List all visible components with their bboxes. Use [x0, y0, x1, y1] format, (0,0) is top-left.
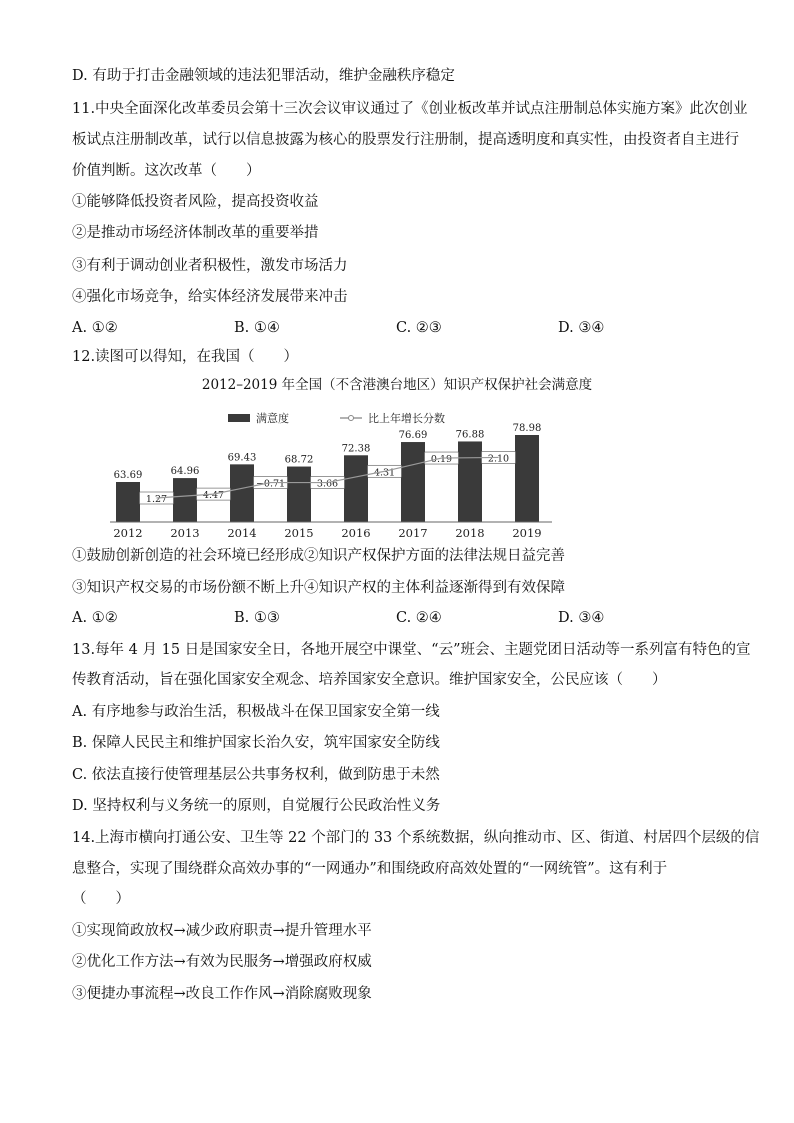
chart-title: 2012–2019 年全国（不含港澳台地区）知识产权保护社会满意度: [201, 377, 593, 393]
q11-statement-3: ③有利于调动创业者积极性，激发市场活力: [72, 258, 348, 274]
growth-label: 4.31: [373, 467, 396, 479]
bar-2017: [401, 442, 425, 522]
q12-stem: 12.读图可以得知，在我国（ ）: [72, 349, 299, 365]
q11-stem-line-2: 板试点注册制改革，试行以信息披露为核心的股票发行注册制，提高透明度和真实性，由投资者自主进行: [72, 132, 739, 148]
q11-option-b[interactable]: B. ①④: [234, 320, 280, 336]
q14-statement-2: ②优化工作方法→有效为民服务→增强政府权威: [72, 954, 372, 970]
bar-2018: [458, 441, 482, 522]
bar-value-label: 63.69: [113, 470, 143, 481]
legend-line-marker: [349, 416, 354, 421]
bar-value-label: 68.72: [284, 454, 314, 466]
x-tick-label: 2015: [284, 526, 314, 540]
x-tick-label: 2016: [341, 526, 371, 540]
x-tick-label: 2013: [170, 526, 200, 540]
x-tick-label: 2012: [113, 526, 143, 540]
bar-value-label: 76.88: [455, 429, 485, 441]
q13-option-c[interactable]: C. 依法直接行使管理基层公共事务权利，做到防患于未然: [72, 767, 440, 783]
q13-option-b[interactable]: B. 保障人民民主和维护国家长治久安，筑牢国家安全防线: [72, 735, 440, 751]
q11-stem-line-1: 11.中央全面深化改革委员会第十三次会议审议通过了《创业板改革并试点注册制总体实施方案》此次创业: [72, 101, 748, 117]
q14-statement-3: ③便捷办事流程→改良工作作风→消除腐败现象: [72, 986, 372, 1002]
q13-stem-line-2: 传教育活动，旨在强化国家安全观念、培养国家安全意识。维护国家安全，公民应该（ ）: [72, 672, 667, 688]
legend-bar-swatch: [228, 414, 250, 422]
q11-statement-2: ②是推动市场经济体制改革的重要举措: [72, 225, 319, 241]
q10-option-d: D. 有助于打击金融领域的违法犯罪活动，维护金融秩序稳定: [72, 68, 455, 84]
bar-value-label: 69.43: [227, 452, 257, 464]
q13-option-a[interactable]: A. 有序地参与政治生活，积极战斗在保卫国家安全第一线: [72, 704, 440, 720]
bar-2016: [344, 455, 368, 522]
growth-label: 4.47: [202, 490, 225, 502]
growth-label: 3.66: [316, 478, 339, 490]
q12-option-b[interactable]: B. ①③: [234, 610, 280, 626]
growth-label: 0.19: [430, 454, 453, 466]
growth-label: 1.27: [145, 494, 168, 505]
q12-option-c[interactable]: C. ②④: [396, 610, 442, 626]
q14-stem-line-1: 14.上海市横向打通公安、卫生等 22 个部门的 33 个系统数据，纵向推动市、区、街道、村居四个层级的信: [72, 830, 760, 846]
q14-statement-1: ①实现简政放权→减少政府职责→提升管理水平: [72, 923, 372, 939]
legend-bar-label: 满意度: [256, 412, 289, 425]
q14-stem-line-2: 息整合，实现了围绕群众高效办事的“一网通办”和围绕政府高效处置的“一网统管”。这有利于: [72, 861, 668, 877]
growth-label: 2.10: [487, 453, 510, 465]
q11-statement-1: ①能够降低投资者风险，提高投资收益: [72, 194, 319, 210]
q12-statements-3-4: ③知识产权交易的市场份额不断上升④知识产权的主体利益逐渐得到有效保障: [72, 580, 565, 596]
chart-legend: [228, 411, 445, 425]
legend-line-label: 比上年增长分数: [368, 412, 445, 425]
x-tick-label: 2018: [455, 526, 485, 540]
growth-label: −0.71: [255, 478, 286, 490]
bar-value-label: 64.96: [170, 466, 200, 478]
bar-value-label: 72.38: [341, 443, 371, 455]
bar-2015: [287, 467, 311, 522]
q11-option-d[interactable]: D. ③④: [558, 320, 605, 336]
x-tick-label: 2014: [227, 526, 257, 540]
q11-option-c[interactable]: C. ②③: [396, 320, 442, 336]
x-tick-label: 2019: [512, 526, 542, 540]
q12-statements-1-2: ①鼓励创新创造的社会环境已经形成②知识产权保护方面的法律法规日益完善: [72, 548, 565, 564]
q13-option-d[interactable]: D. 坚持权利与义务统一的原则，自觉履行公民政治性义务: [72, 798, 441, 814]
bar-2013: [173, 478, 197, 522]
bar-2019: [515, 435, 539, 522]
bar-value-label: 78.98: [512, 423, 542, 434]
q11-stem-line-3: 价值判断。这次改革（ ）: [72, 163, 261, 179]
q14-stem-line-3: （ ）: [72, 891, 130, 907]
q12-option-d[interactable]: D. ③④: [558, 610, 605, 626]
q11-option-a[interactable]: A. ①②: [72, 320, 118, 336]
q12-option-a[interactable]: A. ①②: [72, 610, 118, 626]
x-tick-label: 2017: [398, 526, 428, 540]
q11-statement-4: ④强化市场竞争，给实体经济发展带来冲击: [72, 289, 348, 305]
q13-stem-line-1: 13.每年 4 月 15 日是国家安全日，各地开展空中课堂、“云”班会、主题党团日活动等一系列富有特色的宣: [72, 642, 751, 658]
bar-value-label: 76.69: [398, 430, 428, 442]
bar-2012: [116, 482, 140, 522]
bar-2014: [230, 464, 254, 522]
